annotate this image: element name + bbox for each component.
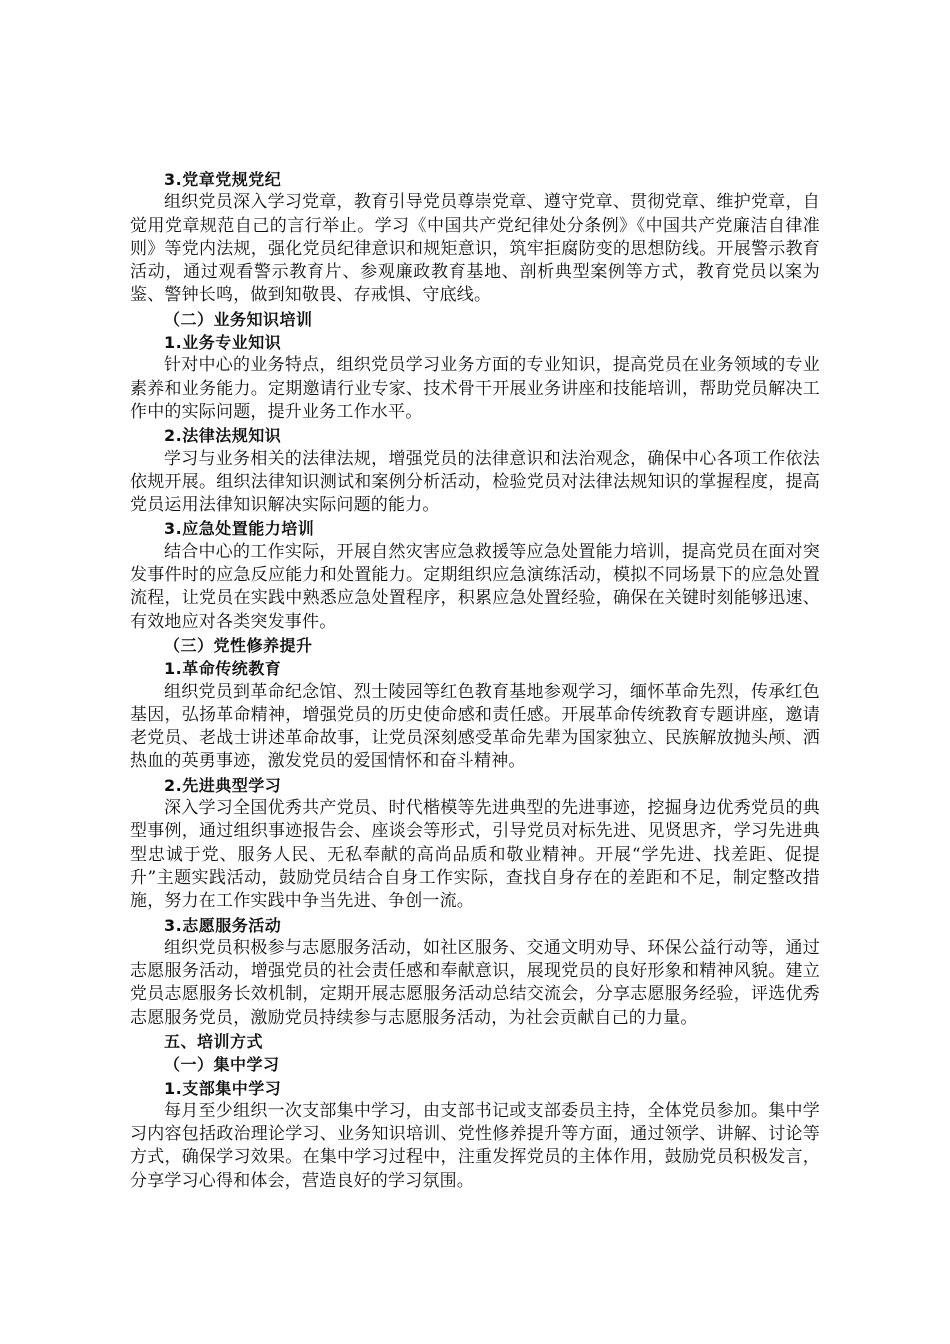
section-heading: 五、培训方式 <box>164 1031 264 1051</box>
section-heading: （三）党性修养提升 <box>164 635 313 655</box>
section-heading: （一）集中学习 <box>164 1055 280 1075</box>
section-heading: 2.法律法规知识 <box>164 426 282 446</box>
body-paragraph: 结合中心的工作实际，开展自然灾害应急救援等应急处置能力培训，提高党员在面对突发事件时的应急反应能力和处置能力。定期组织应急演练活动，模拟不同场景下的应急处置流程，让党员在实践中熟悉应急处置程序，积累应急处置经验，确保在关键时刻能够迅速、有效地应对各类突发事件。 <box>130 541 820 632</box>
section-heading: 1.革命传统教育 <box>164 659 282 679</box>
section-heading: 1.业务专业知识 <box>164 333 282 353</box>
section-heading: 3.应急处置能力培训 <box>164 519 315 539</box>
section-heading: 2.先进典型学习 <box>164 775 282 795</box>
section-heading: 1.支部集中学习 <box>164 1078 282 1098</box>
body-paragraph: 组织党员深入学习党章，教育引导党员尊崇党章、遵守党章、贯彻党章、维护党章，自觉用党章规范自己的言行举止。学习《中国共产党纪律处分条例》《中国共产党廉洁自律准则》等党内法规，强化党员纪律意识和规矩意识，筑牢拒腐防变的思想防线。开展警示教育活动，通过观看警示教育片、参观廉政教育基地、剖析典型案例等方式，教育党员以案为鉴、警钟长鸣，做到知敬畏、存戒惧、守底线。 <box>130 192 820 306</box>
body-paragraph: 每月至少组织一次支部集中学习，由支部书记或支部委员主持，全体党员参加。集中学习内容包括政治理论学习、业务知识培训、党性修养提升等方面，通过领学、讲解、讨论等方式，确保学习效果。在集中学习过程中，注重发挥党员的主体作用，鼓励党员积极发言，分享学习心得和体会，营造良好的学习氛围。 <box>130 1100 820 1191</box>
body-paragraph: 组织党员到革命纪念馆、烈士陵园等红色教育基地参观学习，缅怀革命先烈，传承红色基因，弘扬革命精神，增强党员的历史使命感和责任感。开展革命传统教育专题讲座，邀请老党员、老战士讲述革命故事，让党员深刻感受革命先辈为国家独立、民族解放抛头颅、洒热血的英勇事迹，激发党员的爱国情怀和奋斗精神。 <box>130 681 820 772</box>
body-paragraph: 组织党员积极参与志愿服务活动，如社区服务、交通文明劝导、环保公益行动等，通过志愿服务活动，增强党员的社会责任感和奉献意识，展现党员的良好形象和精神风貌。建立党员志愿服务长效机制，定期开展志愿服务活动总结交流会，分享志愿服务经验，评选优秀志愿服务党员，激励党员持续参与志愿服务活动，为社会贡献自己的力量。 <box>130 937 820 1028</box>
document-page <box>130 168 820 1193</box>
body-paragraph: 学习与业务相关的法律法规，增强党员的法律意识和法治观念，确保中心各项工作依法依规开展。组织法律知识测试和案例分析活动，检验党员对法律法规知识的掌握程度，提高党员运用法律知识解决实际问题的能力。 <box>130 448 820 516</box>
body-paragraph: 深入学习全国优秀共产党员、时代楷模等先进典型的先进事迹，挖掘身边优秀党员的典型事例，通过组织事迹报告会、座谈会等形式，引导党员对标先进、见贤思齐，学习先进典型忠诚于党、服务人民、无私奉献的高尚品质和敬业精神。开展“学先进、找差距、促提升”主题实践活动，鼓励党员结合自身工作实际，查找自身存在的差距和不足，制定整改措施，努力在工作实践中争当先进、争创一流。 <box>130 798 820 912</box>
section-heading: 3.志愿服务活动 <box>164 915 282 935</box>
section-heading: （二）业务知识培训 <box>164 309 313 329</box>
section-heading: 3.党章党规党纪 <box>164 170 282 189</box>
body-paragraph: 针对中心的业务特点，组织党员学习业务方面的专业知识，提高党员在业务领域的专业素养和业务能力。定期邀请行业专家、技术骨干开展业务讲座和技能培训，帮助党员解决工作中的实际问题，提升业务工作水平。 <box>130 355 820 422</box>
